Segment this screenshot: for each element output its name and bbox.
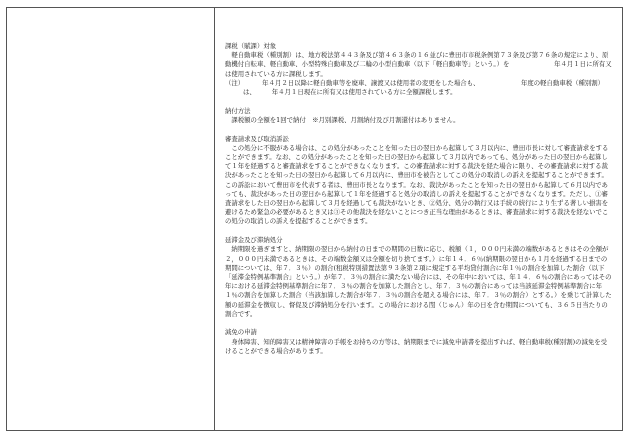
section-paragraph: 軽自動車税（種別割）は、地方税法第４４３条及び第４６３条の１６並びに豊田市市税条例第７３条及び第７６条の規定により、原動機付自転車、軽自動車、小型特殊自動車及び二輪の小型自動車（以下「軽自動車等」という。）を 年４月１日に所有又は使用されている方に課税します。 bbox=[225, 51, 612, 78]
note-label: （注） bbox=[225, 78, 245, 87]
section-note bbox=[225, 79, 612, 97]
section-payment-method bbox=[225, 107, 612, 125]
label-column bbox=[7, 8, 215, 430]
section-late-fee bbox=[225, 236, 612, 319]
section-paragraph: この処分に不服がある場合は、この処分があったことを知った日の翌日から起算して３月以内に、豊田市長に対して審査請求をすることができます。なお、この処分があったことを知った日の翌日から起算して３月以内であっても、処分があった日の翌日から起算して１年を経過すると審査請求をすることができなくなります。この審査請求に対する裁決を経た場合に限り、その審査請求に対する裁決があったことを知った日の翌日から起算して６月以内に、豊田市を被告としてこの処分の取消しの訴えを提起することができます。この訴訟において豊田市を代表する者は、豊田市長となります。なお、裁決があったことを知った日の翌日から起算して６月以内であっても、裁決があった日の翌日から起算して１年を経過すると処分の取消しの訴えを提起することができなくなります。ただし、①審査請求をした日の翌日から起算して３月を経過しても裁決がないとき、②処分、処分の執行又は手続の続行により生ずる著しい損害を避けるため緊急の必要があるとき又は③その他裁決を経ないことにつき正当な理由があるときは、審査請求に対する裁決を経ないでこの処分の取消しの訴えを提起することができます。 bbox=[225, 143, 609, 226]
section-title: 減免の申請 bbox=[225, 328, 257, 337]
section-title: 課税（賦課）対象 bbox=[225, 42, 277, 50]
section-exemption bbox=[225, 328, 612, 356]
section-title: 延滞金及び滞納処分 bbox=[225, 236, 283, 245]
section-paragraph: 納期限を過ぎますと、納期限の翌日から納付の日までの期間の日数に応じ、税額（１，０００円未満の端数があるときはその全額が２，０００円未満であるときは、その端数金額又は全額を切り捨てます。）に年１４．６％(納期限の翌日から１月を経過する日までの期間については、年７．３％）の割合(租税特別措置法第９３条第２項に規定する平均貸付割合に年１％の割合を加算した割合（以下「延滞金特例基準割合」という。）が年７．３％の割合に満たない場合には、その年中においては、年１４．６％の割合にあってはその年における延滞金特例基準割合に年７．３％の割合を加算した割合とし、年７．３％の割合にあっては当該延滞金特例基準割合に年１％の割合を加算した割合（当該加算した割合が年７．３％の割合を超える場合には、年７．３％の割合）とする。）を乗じて計算した額の延滞金を徴収し、督促及び滞納処分を行います。この場合における閏（じゅん）年の日を含む期間についても、３６５日当たりの割合です。 bbox=[225, 245, 612, 318]
content-column bbox=[215, 8, 622, 430]
section-title: 納付方法 bbox=[225, 106, 251, 115]
section-paragraph: 課税額の全額を1回で納付 ※月別課税、月割納付及び月割還付はありません。 bbox=[225, 115, 460, 124]
section-appeal bbox=[225, 135, 612, 227]
section-paragraph: 身体障害、知的障害又は精神障害の手帳をお持ちの方等は、納期限までに減免申請書を提出すれば、軽自動車税(種別割)の減免を受けることができる場合があります。 bbox=[225, 337, 608, 355]
document-page bbox=[6, 7, 623, 431]
section-title: 審査請求及び取消訴訟 bbox=[225, 134, 289, 143]
note-text: 年４月２日以降に軽自動車等を廃車、譲渡又は使用者の変更をした場合も、 年度の軽自動車税（種別割）は、 年４月１日現在に所有又は使用されている方に全額課税します。 bbox=[243, 78, 605, 97]
section-taxation-target bbox=[225, 42, 612, 97]
